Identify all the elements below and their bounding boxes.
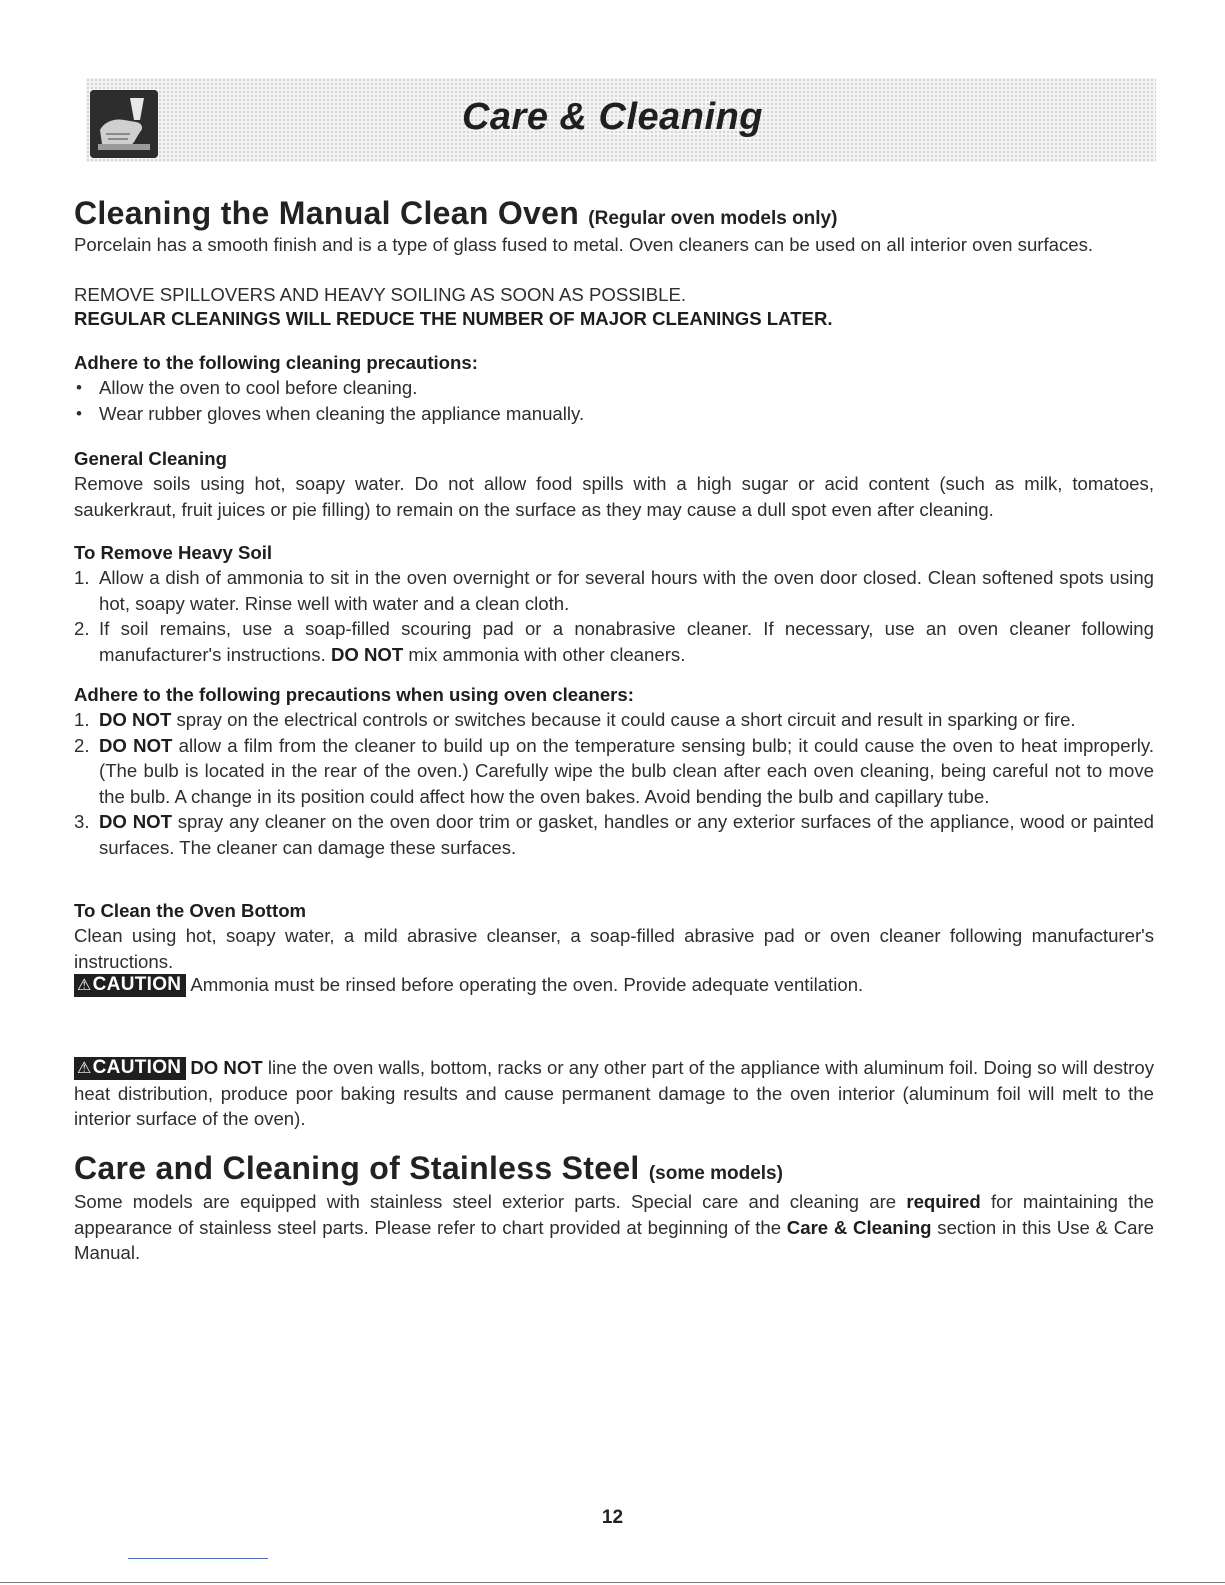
oven-cleaners-list xyxy=(74,707,1154,860)
caution-text: line the oven walls, bottom, racks or any other part of the appliance with aluminum foil. Doing so will destroy heat distribution, produce poor baking results and cause permanent damage to the oven interior (aluminum foil will melt to the interior surface of the oven). xyxy=(74,1057,1154,1129)
section-title-text: Care and Cleaning of Stainless Steel xyxy=(74,1150,640,1186)
section-title-text: Cleaning the Manual Clean Oven xyxy=(74,195,580,231)
required-emphasis: required xyxy=(906,1191,981,1212)
oven-bottom-text: Clean using hot, soapy water, a mild abrasive cleanser, a soap-filled abrasive pad or oven cleaner following manufacturer's instructions. xyxy=(74,925,1154,972)
cleaner-precaution-item xyxy=(74,809,1154,860)
caution-aluminum-foil xyxy=(74,1055,1154,1132)
section-title-manual-clean xyxy=(74,195,837,232)
stainless-text: for maintaining the appearance of stainless steel parts. Please refer to chart provided at beginning of the xyxy=(74,1191,1154,1238)
header-title: Care & Cleaning xyxy=(461,96,764,138)
general-cleaning-heading: General Cleaning xyxy=(74,448,227,469)
section-title-stainless xyxy=(74,1150,783,1187)
item-text: If soil remains, use a soap-filled scouring pad or a nonabrasive cleaner. If necessary, use an oven cleaner following manufacturer's instructions. xyxy=(99,618,1154,665)
page-number: 12 xyxy=(601,1507,624,1528)
warning-triangle-icon: ⚠ xyxy=(77,977,92,994)
do-not-emphasis: DO NOT xyxy=(190,1057,263,1078)
oven-cleaners-heading: Adhere to the following precautions when using oven cleaners: xyxy=(74,684,634,705)
item-number: 2. xyxy=(74,734,90,756)
stainless-text: Some models are equipped with stainless steel exterior parts. Special care and cleaning are xyxy=(74,1191,907,1212)
cleaner-precaution-item xyxy=(74,733,1154,810)
do-not-emphasis: DO NOT xyxy=(99,709,172,730)
item-number: 1. xyxy=(74,709,90,730)
caution-badge xyxy=(74,1057,186,1080)
do-not-emphasis: DO NOT xyxy=(99,734,173,756)
heavy-soil-item xyxy=(74,616,1154,667)
caution-text: Ammonia must be rinsed before operating the oven. Provide adequate ventilation. xyxy=(190,974,864,995)
general-cleaning-text: Remove soils using hot, soapy water. Do not allow food spills with a high sugar or acid content (such as milk, tomatoes, saukerkraut, fruit juices or pie filling) to remain on the surface as they may cause a dull spot even after cleaning. xyxy=(74,473,1154,520)
stainless-paragraph xyxy=(74,1189,1154,1266)
item-text: Allow a dish of ammonia to sit in the oven overnight or for several hours with the oven door closed. Clean softened spots using hot, soapy water. Rinse well with water and a clean cloth. xyxy=(99,567,1154,614)
stainless-text: section in this Use & Care Manual. xyxy=(74,1216,1154,1263)
caution-label: CAUTION xyxy=(92,974,182,995)
item-number: 2. xyxy=(74,618,90,639)
footer-rule xyxy=(128,1558,268,1559)
item-text: spray any cleaner on the oven door trim or gasket, handles or any exterior surfaces of the appliance, wood or painted surfaces. The cleaner can damage these surfaces. xyxy=(99,811,1154,858)
item-text: spray on the electrical controls or switches because it could cause a short circuit and result in sparking or fire. xyxy=(171,709,1076,730)
bottom-rule xyxy=(0,1582,1225,1583)
oven-bottom-heading: To Clean the Oven Bottom xyxy=(74,900,307,921)
item-text: allow a film from the cleaner to build up on the temperature sensing bulb; it could cause the oven to heat improperly. (The bulb is located in the rear of the oven.) Carefully wipe the bulb clean after each oven cleaning, being careful not to move the bulb. A change in its position could affect how the oven bakes. Avoid bending the bulb and capillary tube. xyxy=(99,734,1154,807)
precaution-item: • Allow the oven to cool before cleaning. xyxy=(74,375,1154,401)
precautions-list xyxy=(74,375,1154,426)
intro-paragraph: Porcelain has a smooth finish and is a type of glass fused to metal. Oven cleaners can be used on all interior oven surfaces. xyxy=(74,234,1094,255)
caution-badge xyxy=(74,974,186,997)
caution-ammonia xyxy=(74,972,1154,998)
section-subtitle: (some models) xyxy=(648,1163,783,1184)
heavy-soil-list xyxy=(74,565,1154,667)
regular-cleanings-line: REGULAR CLEANINGS WILL REDUCE THE NUMBER OF MAJOR CLEANINGS LATER. xyxy=(74,308,833,329)
remove-spillovers-line: REMOVE SPILLOVERS AND HEAVY SOILING AS SOON AS POSSIBLE. xyxy=(74,284,687,305)
precaution-item: • Wear rubber gloves when cleaning the appliance manually. xyxy=(74,401,1154,427)
caution-label: CAUTION xyxy=(92,1057,182,1078)
care-cleaning-emphasis: Care & Cleaning xyxy=(786,1216,932,1238)
cleaner-precaution-item xyxy=(74,707,1154,733)
do-not-emphasis: DO NOT xyxy=(99,811,172,832)
item-number: 1. xyxy=(74,567,90,588)
do-not-emphasis: DO NOT xyxy=(330,643,404,665)
section-subtitle: (Regular oven models only) xyxy=(588,208,838,229)
heavy-soil-heading: To Remove Heavy Soil xyxy=(74,542,273,563)
item-number: 3. xyxy=(74,811,90,832)
precautions-heading: Adhere to the following cleaning precautions: xyxy=(74,352,478,373)
warning-triangle-icon: ⚠ xyxy=(77,1060,92,1077)
heavy-soil-item xyxy=(74,565,1154,616)
item-text: mix ammonia with other cleaners. xyxy=(403,643,686,665)
